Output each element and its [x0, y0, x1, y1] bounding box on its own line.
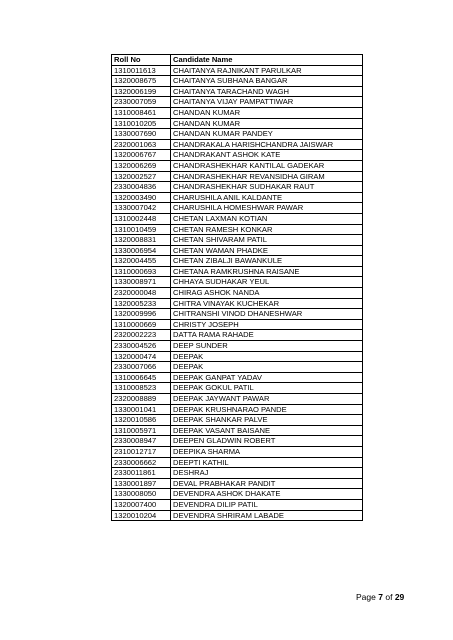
table-row: [112, 362, 363, 373]
roll-no-cell: 2330004836: [112, 182, 171, 193]
table-row: [112, 457, 363, 468]
table-row: [112, 415, 363, 426]
roll-no-cell: 1310000693: [112, 266, 171, 277]
candidate-table: [111, 54, 363, 521]
header-candidate-name: Candidate Name: [171, 55, 363, 66]
roll-no-cell: 1320004455: [112, 256, 171, 267]
candidate-name-cell: CHIRAG ASHOK NANDA: [171, 288, 363, 299]
table-row: [112, 298, 363, 309]
roll-no-cell: 1330008050: [112, 489, 171, 500]
roll-no-cell: 1330001897: [112, 478, 171, 489]
roll-no-cell: 2330008947: [112, 436, 171, 447]
roll-no-cell: 1310006645: [112, 372, 171, 383]
roll-no-cell: 1320010204: [112, 510, 171, 521]
table-row: [112, 425, 363, 436]
roll-no-cell: 1320002527: [112, 171, 171, 182]
table-row: [112, 256, 363, 267]
candidate-name-cell: CHAITANYA SUBHANA BANGAR: [171, 76, 363, 87]
roll-no-cell: 1310005971: [112, 425, 171, 436]
table-row: [112, 277, 363, 288]
roll-no-cell: 2330011861: [112, 468, 171, 479]
candidate-name-cell: CHETAN LAXMAN KOTIAN: [171, 213, 363, 224]
candidate-name-cell: CHETANA RAMKRUSHNA RAISANE: [171, 266, 363, 277]
table-row: [112, 76, 363, 87]
roll-no-cell: 1320008831: [112, 235, 171, 246]
roll-no-cell: 1310000669: [112, 319, 171, 330]
candidate-name-cell: CHANDRASHEKHAR SUDHAKAR RAUT: [171, 182, 363, 193]
candidate-name-cell: CHITRA VINAYAK KUCHEKAR: [171, 298, 363, 309]
candidate-name-cell: DEVENDRA ASHOK DHAKATE: [171, 489, 363, 500]
candidate-name-cell: DEEPAK: [171, 362, 363, 373]
roll-no-cell: 2320000048: [112, 288, 171, 299]
candidate-name-cell: DESHRAJ: [171, 468, 363, 479]
roll-no-cell: 1320006199: [112, 86, 171, 97]
roll-no-cell: 2320001063: [112, 139, 171, 150]
candidate-name-cell: CHARUSHILA ANIL KALDANTE: [171, 192, 363, 203]
roll-no-cell: 1310008461: [112, 107, 171, 118]
roll-no-cell: 1330008971: [112, 277, 171, 288]
header-roll-no: Roll No: [112, 55, 171, 66]
roll-no-cell: 2330007059: [112, 97, 171, 108]
table-row: [112, 107, 363, 118]
table-row: [112, 309, 363, 320]
roll-no-cell: 2330006662: [112, 457, 171, 468]
candidate-name-cell: CHANDRASHEKHAR REVANSIDHA GIRAM: [171, 171, 363, 182]
roll-no-cell: 1320003490: [112, 192, 171, 203]
roll-no-cell: 1320007400: [112, 499, 171, 510]
table-row: [112, 224, 363, 235]
roll-no-cell: 1330007690: [112, 129, 171, 140]
roll-no-cell: 1330001041: [112, 404, 171, 415]
roll-no-cell: 1310011613: [112, 65, 171, 76]
roll-no-cell: 1320009996: [112, 309, 171, 320]
candidate-name-cell: CHHAYA SUDHAKAR YEUL: [171, 277, 363, 288]
table-row: [112, 139, 363, 150]
roll-no-cell: 1320006269: [112, 160, 171, 171]
table-row: [112, 394, 363, 405]
roll-no-cell: 1330007042: [112, 203, 171, 214]
table-row: [112, 129, 363, 140]
roll-no-cell: 1320000474: [112, 351, 171, 362]
table-header-row: [112, 55, 363, 66]
candidate-name-cell: DEVENDRA DILIP PATIL: [171, 499, 363, 510]
roll-no-cell: 1320005233: [112, 298, 171, 309]
roll-no-cell: 2320008889: [112, 394, 171, 405]
page-label: Page: [356, 592, 376, 602]
candidate-name-cell: DEEPTI KATHIL: [171, 457, 363, 468]
table-row: [112, 203, 363, 214]
roll-no-cell: 2310012717: [112, 446, 171, 457]
table-row: [112, 478, 363, 489]
roll-no-cell: 2320002223: [112, 330, 171, 341]
page-number: 7: [378, 592, 383, 602]
table-row: [112, 446, 363, 457]
candidate-name-cell: CHAITANYA RAJNIKANT PARULKAR: [171, 65, 363, 76]
candidate-name-cell: CHETAN WAMAN PHADKE: [171, 245, 363, 256]
table-row: [112, 499, 363, 510]
roll-no-cell: 1330006954: [112, 245, 171, 256]
candidate-name-cell: CHRISTY JOSEPH: [171, 319, 363, 330]
page-footer: [356, 592, 404, 602]
table-row: [112, 319, 363, 330]
table-row: [112, 160, 363, 171]
candidate-name-cell: CHANDAN KUMAR PANDEY: [171, 129, 363, 140]
candidate-name-cell: CHARUSHILA HOMESHWAR PAWAR: [171, 203, 363, 214]
table-row: [112, 213, 363, 224]
roll-no-cell: 1310010205: [112, 118, 171, 129]
candidate-name-cell: CHAITANYA VIJAY PAMPATTIWAR: [171, 97, 363, 108]
candidate-name-cell: DEEP SUNDER: [171, 341, 363, 352]
roll-no-cell: 1310002448: [112, 213, 171, 224]
table-row: [112, 97, 363, 108]
candidate-name-cell: CHANDAN KUMAR: [171, 118, 363, 129]
candidate-name-cell: DEEPAK KRUSHNARAO PANDE: [171, 404, 363, 415]
candidate-name-cell: CHAITANYA TARACHAND WAGH: [171, 86, 363, 97]
candidate-name-cell: CHANDRAKANT ASHOK KATE: [171, 150, 363, 161]
table-row: [112, 288, 363, 299]
candidate-name-cell: CHETAN ZIBALJI BAWANKULE: [171, 256, 363, 267]
candidate-name-cell: DEVAL PRABHAKAR PANDIT: [171, 478, 363, 489]
candidate-name-cell: DEEPEN GLADWIN ROBERT: [171, 436, 363, 447]
candidate-name-cell: DEEPAK VASANT BAISANE: [171, 425, 363, 436]
candidate-name-cell: DEEPAK GOKUL PATIL: [171, 383, 363, 394]
candidate-name-cell: DEEPAK SHANKAR PALVE: [171, 415, 363, 426]
table-row: [112, 86, 363, 97]
table-row: [112, 489, 363, 500]
table-row: [112, 436, 363, 447]
table-row: [112, 150, 363, 161]
roll-no-cell: 1310010459: [112, 224, 171, 235]
table-row: [112, 182, 363, 193]
roll-no-cell: 1310008523: [112, 383, 171, 394]
table-row: [112, 245, 363, 256]
table-row: [112, 404, 363, 415]
table-row: [112, 468, 363, 479]
candidate-name-cell: DEEPAK JAYWANT PAWAR: [171, 394, 363, 405]
table-row: [112, 171, 363, 182]
table-row: [112, 266, 363, 277]
candidate-name-cell: CHETAN SHIVARAM PATIL: [171, 235, 363, 246]
total-pages: 29: [394, 592, 405, 602]
roll-no-cell: 1320010586: [112, 415, 171, 426]
table-row: [112, 118, 363, 129]
roll-no-cell: 1320008675: [112, 76, 171, 87]
roll-no-cell: 2330004526: [112, 341, 171, 352]
of-label: of: [385, 592, 393, 602]
table-row: [112, 341, 363, 352]
roll-no-cell: 2330007066: [112, 362, 171, 373]
candidate-name-cell: CHANDAN KUMAR: [171, 107, 363, 118]
candidate-name-cell: DATTA RAMA RAHADE: [171, 330, 363, 341]
table-row: [112, 330, 363, 341]
candidate-name-cell: DEEPAK: [171, 351, 363, 362]
table-row: [112, 510, 363, 521]
candidate-name-cell: CHANDRAKALA HARISHCHANDRA JAISWAR: [171, 139, 363, 150]
table-row: [112, 65, 363, 76]
table-row: [112, 235, 363, 246]
table-body: [112, 65, 363, 521]
candidate-name-cell: DEVENDRA SHRIRAM LABADE: [171, 510, 363, 521]
candidate-name-cell: DEEPIKA SHARMA: [171, 446, 363, 457]
table-row: [112, 383, 363, 394]
table-row: [112, 192, 363, 203]
table-row: [112, 372, 363, 383]
candidate-name-cell: CHANDRASHEKHAR KANTILAL GADEKAR: [171, 160, 363, 171]
candidate-name-cell: CHETAN RAMESH KONKAR: [171, 224, 363, 235]
table-row: [112, 351, 363, 362]
roll-no-cell: 1320006767: [112, 150, 171, 161]
candidate-name-cell: DEEPAK GANPAT YADAV: [171, 372, 363, 383]
candidate-name-cell: CHITRANSHI VINOD DHANESHWAR: [171, 309, 363, 320]
